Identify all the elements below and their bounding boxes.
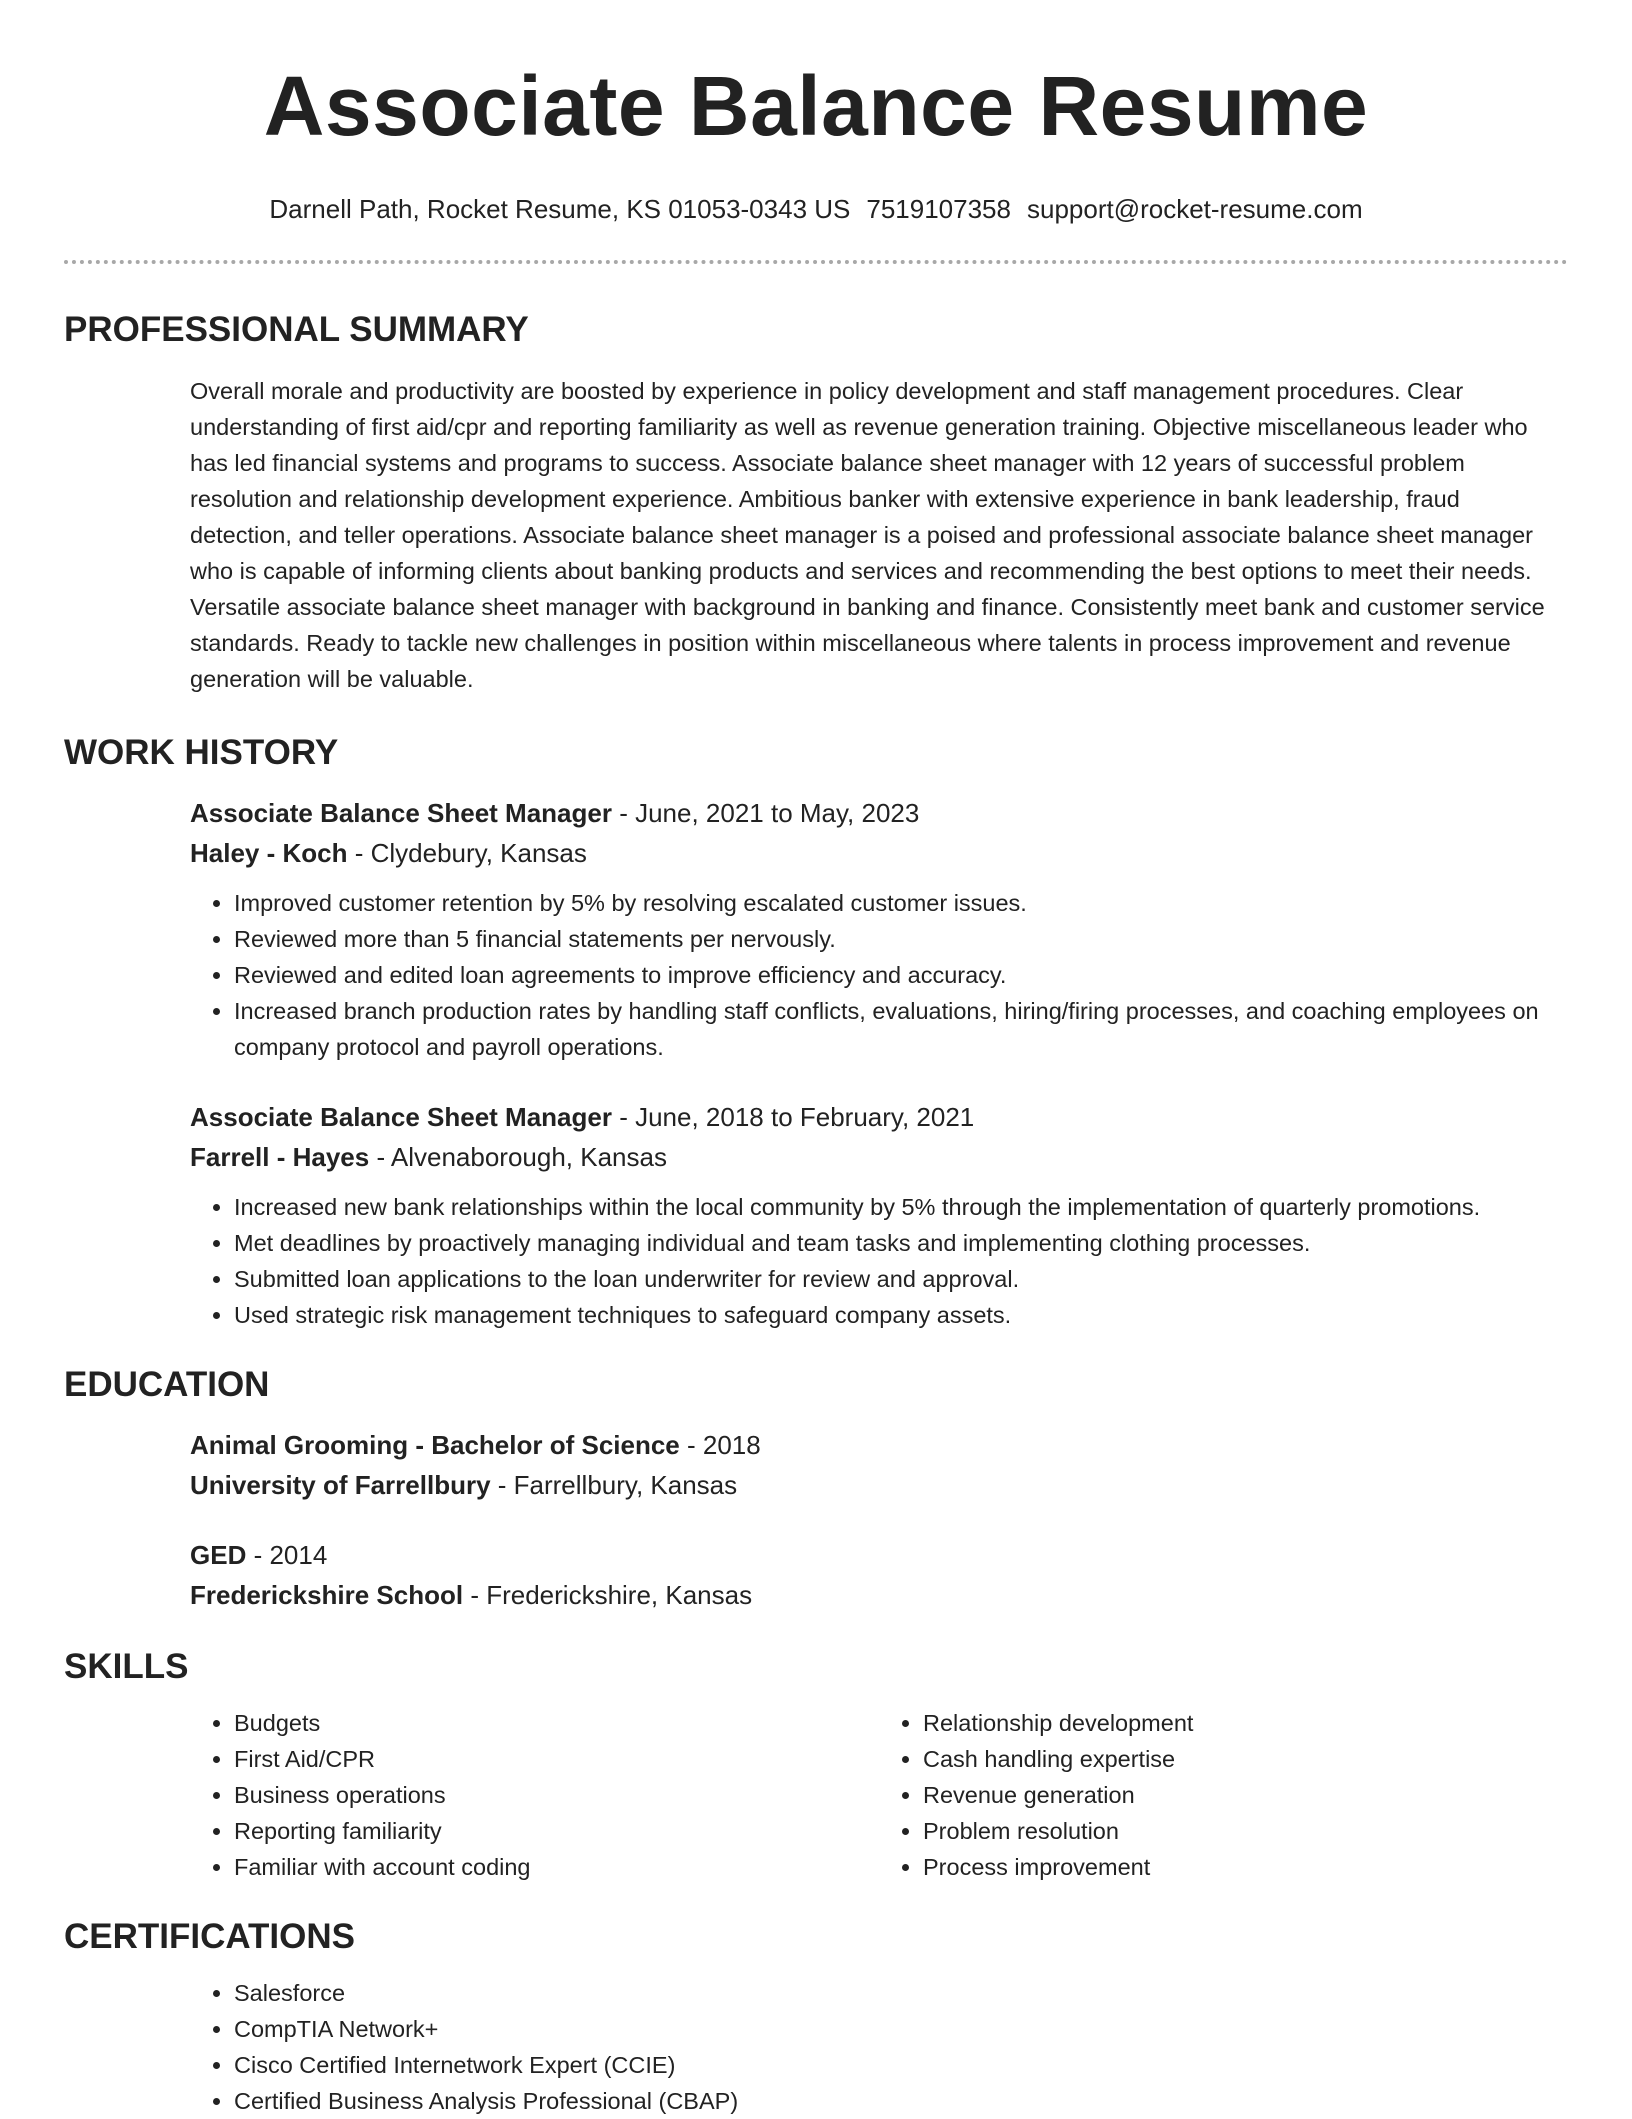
job-bullet: • Improved customer retention by 5% by resolving escalated customer issues. [234, 885, 1568, 921]
summary-heading: PROFESSIONAL SUMMARY [64, 310, 529, 349]
job-bullet: • Met deadlines by proactively managing individual and team tasks and implementing clothing processes. [234, 1225, 1568, 1261]
job-bullet: • Increased new bank relationships within the local community by 5% through the implementation of quarterly promotions. [234, 1189, 1568, 1225]
job-entry [190, 793, 1568, 1065]
summary-text: Overall morale and productivity are boosted by experience in policy development and staff management procedures. Clear understanding of first aid/cpr and reporting familiarity as well as revenue generation training. Objective miscellaneous leader who has led financial systems and programs to success. Associate balance sheet manager with 12 years of successful problem resolution and relationship development experience. Ambitious banker with extensive experience in bank leadership, fraud detection, and teller operations. Associate balance sheet manager is a poised and professional associate balance sheet manager who is capable of informing clients about banking products and services and recommending the best options to meet their needs. Versatile associate balance sheet manager with background in banking and finance. Consistently meet bank and customer service standards. Ready to tackle new challenges in position within miscellaneous where talents in process improvement and revenue generation will be valuable. [190, 378, 1545, 692]
education-degree: Animal Grooming - Bachelor of Science [190, 1430, 680, 1460]
education-school: University of Farrellbury [190, 1470, 491, 1500]
job-dates: - June, 2018 to February, 2021 [611, 1102, 975, 1132]
skill-item: • Familiar with account coding [234, 1849, 879, 1885]
education-degree-line [190, 1535, 1568, 1575]
education-year: - 2018 [679, 1430, 761, 1460]
contact-email: support@rocket-resume.com [1026, 194, 1363, 224]
skill-item: • Relationship development [923, 1705, 1568, 1741]
skill-item: • Revenue generation [923, 1777, 1568, 1813]
job-entry [190, 1097, 1568, 1333]
education-location: - Frederickshire, Kansas [463, 1580, 753, 1610]
certifications-list [190, 1975, 1568, 2119]
job-company-line [190, 1137, 1568, 1177]
education-heading: EDUCATION [64, 1365, 270, 1404]
job-title: Associate Balance Sheet Manager [190, 1102, 612, 1132]
job-title-line [190, 1097, 1568, 1137]
contact-phone: 7519107358 [866, 194, 1011, 224]
education-year: - 2014 [246, 1540, 328, 1570]
skills-list-right [879, 1705, 1568, 1885]
education-degree: GED [190, 1540, 247, 1570]
skills-heading: SKILLS [64, 1647, 189, 1686]
skills-section [190, 1705, 1568, 1885]
job-title: Associate Balance Sheet Manager [190, 798, 612, 828]
job-bullet: • Reviewed and edited loan agreements to improve efficiency and accuracy. [234, 957, 1568, 993]
skill-item: • Problem resolution [923, 1813, 1568, 1849]
job-dates: - June, 2021 to May, 2023 [611, 798, 920, 828]
education-school-line [190, 1575, 1568, 1615]
work-history-heading: WORK HISTORY [64, 733, 339, 772]
header-divider [64, 260, 1568, 264]
certification-item: • Cisco Certified Internetwork Expert (CCIE) [234, 2047, 1568, 2083]
contact-line [64, 192, 1568, 226]
resume-page [64, 0, 1568, 2119]
certification-item: • CompTIA Network+ [234, 2011, 1568, 2047]
job-title-line [190, 793, 1568, 833]
job-company: Haley - Koch [190, 838, 348, 868]
job-bullet: • Increased branch production rates by handling staff conflicts, evaluations, hiring/firing processes, and coaching employees on company protocol and payroll operations. [234, 993, 1568, 1065]
skill-item: • Process improvement [923, 1849, 1568, 1885]
education-location: - Farrellbury, Kansas [490, 1470, 738, 1500]
skills-list-left [190, 1705, 879, 1885]
job-location: - Clydebury, Kansas [347, 838, 587, 868]
skill-item: • First Aid/CPR [234, 1741, 879, 1777]
skill-item: • Reporting familiarity [234, 1813, 879, 1849]
education-section [190, 1425, 1568, 1615]
certification-item: • Salesforce [234, 1975, 1568, 2011]
resume-title: Associate Balance Resume [263, 59, 1369, 153]
job-location: - Alvenaborough, Kansas [369, 1142, 667, 1172]
job-bullet: • Submitted loan applications to the loan underwriter for review and approval. [234, 1261, 1568, 1297]
education-entry [190, 1535, 1568, 1615]
skill-item: • Cash handling expertise [923, 1741, 1568, 1777]
job-bullet: • Used strategic risk management techniques to safeguard company assets. [234, 1297, 1568, 1333]
work-history-section [190, 793, 1568, 1333]
job-company: Farrell - Hayes [190, 1142, 370, 1172]
education-school-line [190, 1465, 1568, 1505]
education-degree-line [190, 1425, 1568, 1465]
job-bullet: • Reviewed more than 5 financial statements per nervously. [234, 921, 1568, 957]
job-company-line [190, 833, 1568, 873]
certifications-section [190, 1975, 1568, 2119]
certifications-heading: CERTIFICATIONS [64, 1917, 356, 1956]
summary-section [190, 373, 1568, 697]
education-entry [190, 1425, 1568, 1505]
certification-item: • Certified Business Analysis Professional (CBAP) [234, 2083, 1568, 2119]
skill-item: • Business operations [234, 1777, 879, 1813]
skill-item: • Budgets [234, 1705, 879, 1741]
education-school: Frederickshire School [190, 1580, 464, 1610]
job-bullets [190, 885, 1568, 1065]
contact-address: Darnell Path, Rocket Resume, KS 01053-0343 US [269, 194, 851, 224]
job-bullets [190, 1189, 1568, 1333]
